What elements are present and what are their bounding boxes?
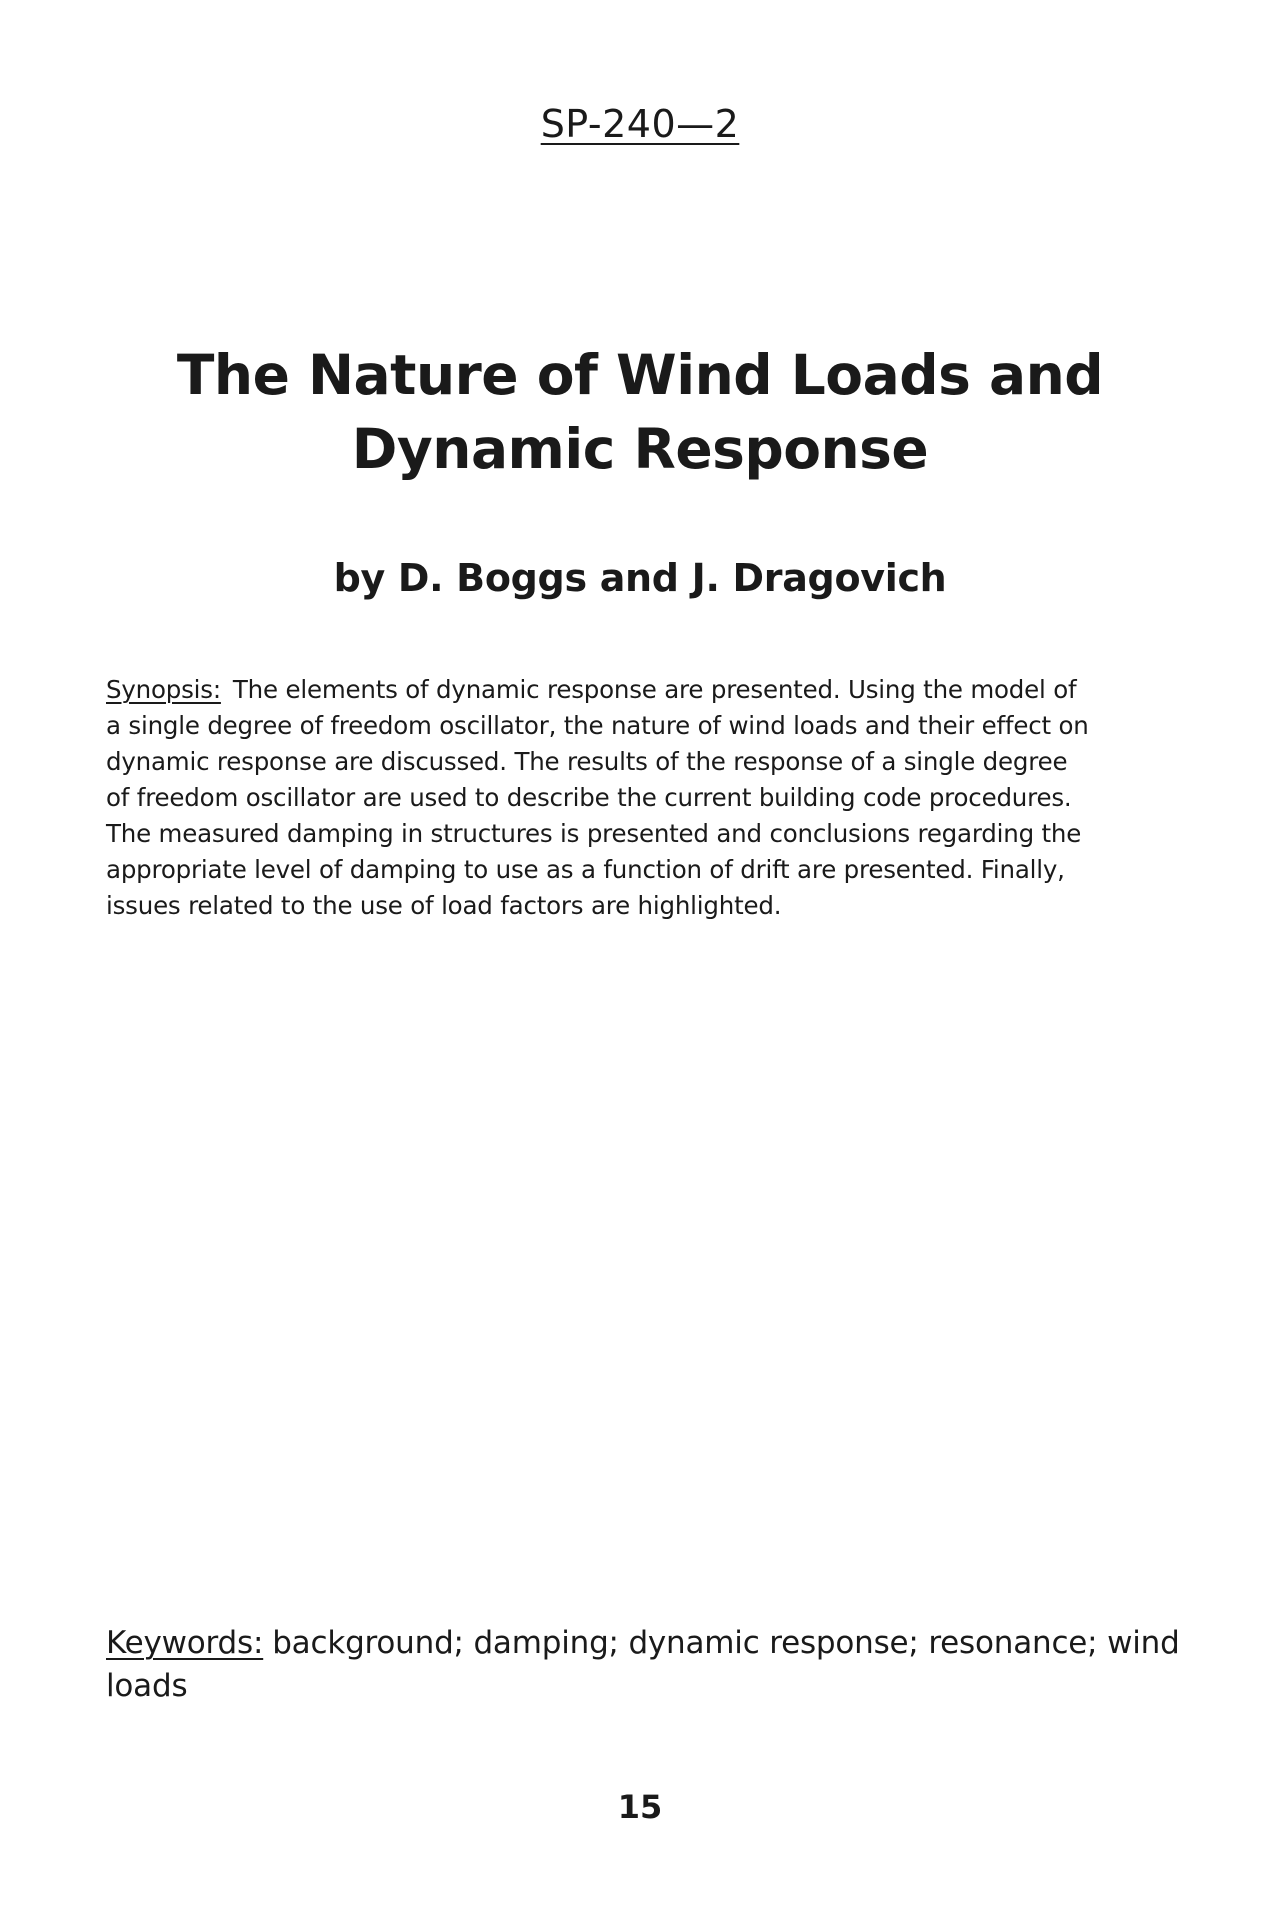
author-byline: by D. Boggs and J. Dragovich [333,556,947,600]
paper-title-line-2: Dynamic Response [351,417,929,481]
synopsis-line: appropriate level of damping to use as a function of drift are presented. Finally, [106,855,1065,884]
keywords-line: loads [106,1668,188,1704]
keywords-text: background; damping; dynamic response; resonance; wind [272,1625,1180,1661]
page-number: 15 [617,1788,663,1826]
keywords-paragraph [106,1622,1186,1708]
synopsis-paragraph [106,672,1156,924]
paper-id-header [0,102,1280,146]
synopsis-text: The elements of dynamic response are presented. Using the model of [232,675,1077,704]
keywords-line [106,1622,1186,1665]
paper-id: SP-240—2 [540,102,740,146]
synopsis-line [106,672,1156,708]
synopsis-line: a single degree of freedom oscillator, the nature of wind loads and their effect on [106,711,1089,740]
keywords-label: Keywords: [106,1625,264,1661]
paper-title-line-1: The Nature of Wind Loads and [176,343,1104,407]
synopsis-line: dynamic response are discussed. The results of the response of a single degree [106,747,1068,776]
synopsis-line: of freedom oscillator are used to describe the current building code procedures. [106,783,1072,812]
synopsis-line: issues related to the use of load factors are highlighted. [106,891,782,920]
paper-title [0,338,1280,486]
synopsis-label: Synopsis: [106,675,221,704]
synopsis-line: The measured damping in structures is presented and conclusions regarding the [106,819,1082,848]
